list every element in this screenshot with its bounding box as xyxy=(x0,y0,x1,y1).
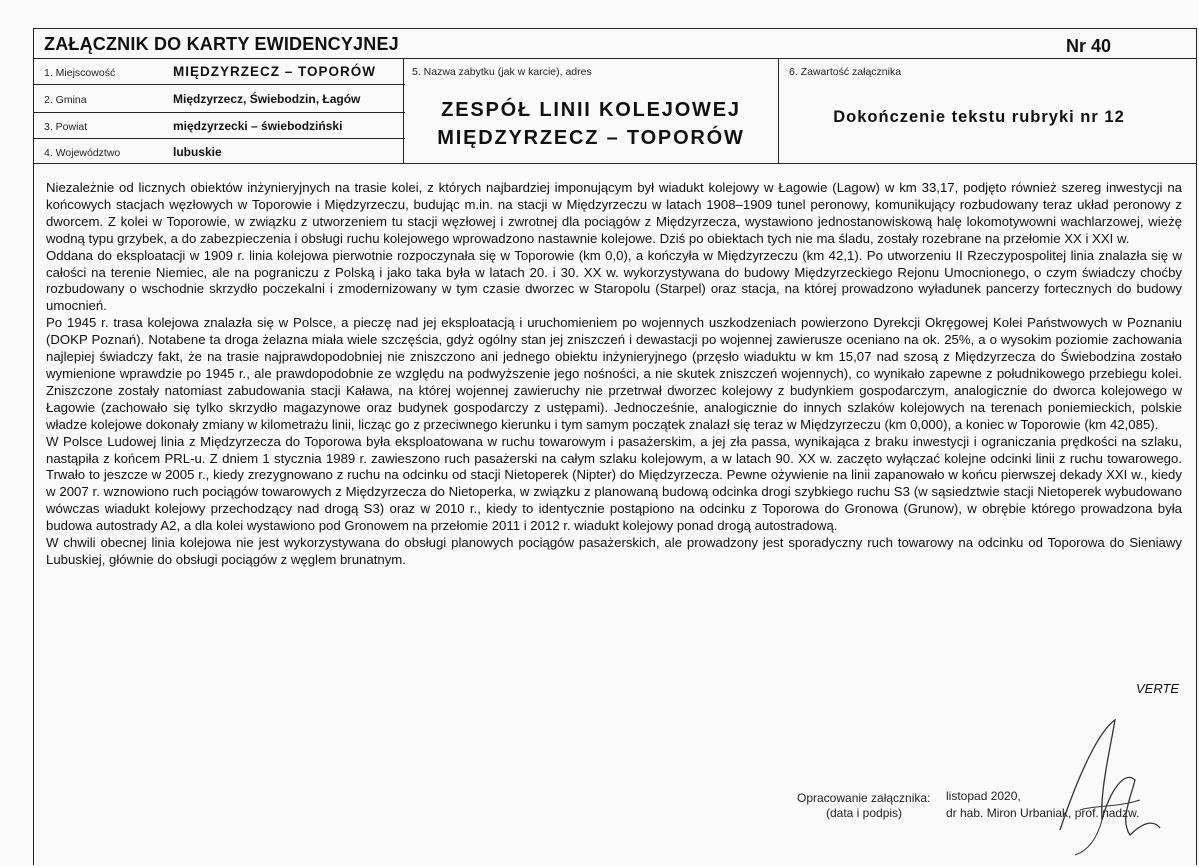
field-value: międzyrzecki – świebodziński xyxy=(173,119,343,133)
monument-name-line: MIĘDZYRZECZ – TOPORÓW xyxy=(437,127,745,149)
field-label: 1. Miejscowość xyxy=(44,67,116,79)
footer-date: listopad 2020, xyxy=(946,789,1021,803)
attachment-content: Dokończenie tekstu rubryki nr 12 xyxy=(833,108,1125,126)
paragraph: W chwili obecnej linia kolejowa nie jest wykorzystywana do obsługi planowych pociągów pasażerskich, ale prowadzony jest sporadyczny ruch towarowy na odcinku od Toporowa do Sieniawy Lubuskiej, głównie do obsługi pociągów z węglem brunatnym. xyxy=(46,535,1182,567)
footer-sublabel: (data i podpis) xyxy=(826,806,903,820)
verte-label: VERTE xyxy=(1136,681,1180,696)
paragraph: W Polsce Ludowej linia z Międzyrzecza do Toporowa była eksploatowana w ruchu towarowym i pasażerskim, a jej zła passa, wynikająca z braku inwestycji i ograniczania prędkości na szlaku, nastąpiła z końcem PRL-u. Z dniem 1 stycznia 1989 r. zawieszono ruch pasażerski na całym szlaku kolejowym, a w latach 90. XX w. zaczęto wyłączać kolejne odcinki linii z ruchu towarowego. Trwało to jeszcze w 2005 r., kiedy zrezygnowano z ruchu na odcinku od stacji Nietoperek (Nipter) do Międzyrzecza. Pewne ożywienie na linii zapanowało w końcu pierwszej dekady XXI w., kiedy w 2007 r. wznowiono ruch pociągów towarowych z Międzyrzecza do Nietoperka, w związku z planowaną budową odcinka drogi szybkiego ruchu S3 (w sąsiedztwie stacji Nietoperek wybudowano wówczas wiadukt kolejowy przechodzący nad drogą S3) oraz w 2010 r., kiedy to identycznie postąpiono na odcinku z Toporowa do Gronowa (Grunow), w obrębie którego prowadzona była budowa autostrady A2, a dla kolei wystawiono pod Gronowem na przełomie 2011 i 2012 r. wiadukt kolejowy ponad drogą autostradową. xyxy=(46,433,1182,534)
field-label: 4. Województwo xyxy=(44,147,121,159)
handwritten-signature xyxy=(1040,710,1170,860)
field-label: 5. Nazwa zabytku (jak w karcie), adres xyxy=(412,66,592,78)
monument-name xyxy=(405,96,777,152)
document-title: ZAŁĄCZNIK DO KARTY EWIDENCYJNEJ xyxy=(44,34,399,54)
table-row-line xyxy=(33,138,405,139)
field-value: MIĘDZYRZECZ – TOPORÓW xyxy=(173,64,377,79)
table-top-line xyxy=(33,58,1197,59)
field-label: 6. Zawartość załącznika xyxy=(789,66,902,78)
footer-label: Opracowanie załącznika: xyxy=(797,791,931,805)
footer-author: dr hab. Miron Urbaniak, prof. nadzw. xyxy=(946,806,1140,820)
document-number: Nr 40 xyxy=(1066,36,1112,56)
paragraph: Po 1945 r. trasa kolejowa znalazła się w Polsce, a pieczę nad jej eksploatacją i uruchomieniem po wojennych uszkodzeniach powierzono Dyrekcji Okręgowej Kolei Państwowych w Poznaniu (DOKP Poznań). Notabene ta droga żelazna miała wiele szczęścia, gdyż ogólny stan jej zniszczeń i dewastacji po wojennej zawierusze oceniano na ok. 25%, a o wysokim poziomie zachowania najlepiej świadczy fakt, że na trasie najprawdopodobniej nie zniszczono ani jednego obiektu inżynieryjnego (przęsło wiaduktu w km 15,07 nad szosą z Międzyrzecza do Świebodzina zostało wymienione wprawdzie po 1945 r., ale prawdopodobnie ze względu na podwyższenie jego nośności, a nie skutek zniszczeń wojennych), co wynikało zapewne z południkowego przebiegu kolei. Zniszczone zostały natomiast zabudowania stacji Kaława, na której wojennej zawieruchy nie przetrwał dworzec kolejowy z budynkiem gospodarczym, analogicznie do dworca kolejowego w Łagowie (zachowało się tylko skrzydło magazynowe oraz budynek gospodarczy z ustępami). Jednocześnie, analogicznie do innych szlaków kolejowych na terenach poniemieckich, polskie władze kolejowe dokonały zmiany w kilometrażu linii, licząc go z przeciwnego kierunku i tym samym początek znalazł się teraz w Międzyrzeczu (km 0,000), a koniec w Toporowie (km 42,085). xyxy=(46,315,1182,432)
paragraph: Niezależnie od licznych obiektów inżynieryjnych na trasie kolei, z których najbardziej imponującym był wiadukt kolejowy w Łagowie (Lagow) w km 33,17, podjęto również szereg inwestycji na końcowych stacjach węzłowych w Toporowie i Międzyrzeczu, budując m.in. na stacji w Międzyrzeczu w latach 1908–1909 tunel peronowy, komunikujący rozbudowany teraz układ peronowy z dworcem. Z kolei w Toporowie, w związku z utworzeniem tu stacji węzłowej i zwrotnej dla pociągów z Międzyrzecza, wystawiono jednostanowiskową halę lokomotywowni wachlarzowej, wieżę wodną typu grzybek, a do zabezpieczenia i obsługi ruchu kolejowego wprowadzono nastawnie kolejowe. Dziś po obiektach tych nie ma śladu, zostały rozebrane na przełomie XX i XXI w. xyxy=(46,180,1182,246)
field-label: 3. Powiat xyxy=(44,121,88,133)
table-row-line xyxy=(33,84,405,85)
field-label: 2. Gmina xyxy=(44,94,87,106)
table-bottom-line xyxy=(33,163,1197,164)
table-row-line xyxy=(33,112,405,113)
paragraph: Oddana do eksploatacji w 1909 r. linia kolejowa pierwotnie rozpoczynała się w Toporowie (km 0,0), a kończyła w Międzyrzeczu (km 42,1). Po utworzeniu II Rzeczypospolitej linia znalazła się w całości na terenie Niemiec, ale na pograniczu z Polską i jako taka była w latach 20. i 30. XX w. wykorzystywana do budowy Międzyrzeckiego Rejonu Umocnionego, o czym świadczy choćby rozbudowany o wschodnie skrzydło poczekalni i zmodernizowany w tym czasie dworzec w Staropolu (Starpel) oraz stacja, na której prowadzono wyładunek pancerzy fortecznych do budowy umocnień. xyxy=(46,247,1182,314)
monument-name-line: ZESPÓŁ LINII KOLEJOWEJ xyxy=(441,99,741,121)
field-value: Międzyrzecz, Świebodzin, Łagów xyxy=(173,92,361,106)
field-value: lubuskie xyxy=(173,145,222,159)
table-column-line xyxy=(778,58,779,163)
table-column-line xyxy=(403,58,404,163)
body-text xyxy=(46,180,1182,569)
